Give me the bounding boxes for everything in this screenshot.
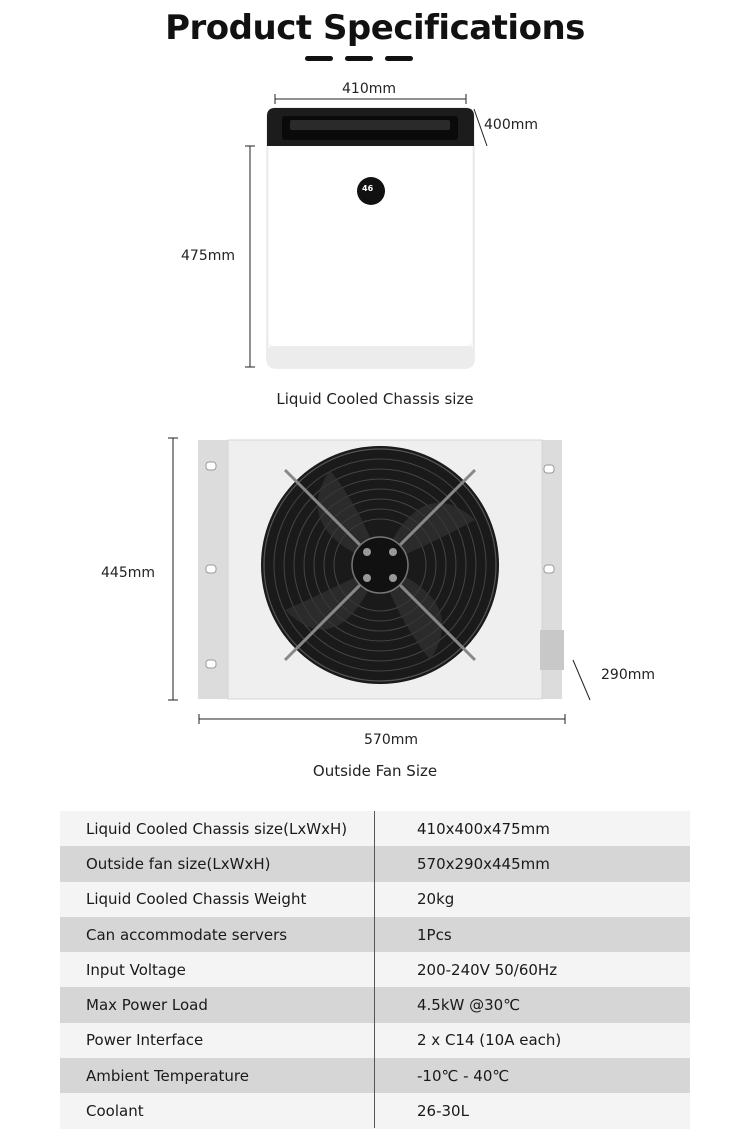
spec-label: Ambient Temperature — [86, 1066, 249, 1085]
table-row — [60, 1023, 690, 1058]
spec-value: 1Pcs — [417, 925, 452, 944]
chassis-height-dimension-line — [245, 146, 255, 367]
outside-fan-image — [198, 440, 564, 699]
table-row — [60, 882, 690, 917]
spec-value: 200-240V 50/60Hz — [417, 960, 558, 979]
page-title: Product Specifications — [165, 8, 585, 48]
spec-value: 570x290x445mm — [417, 854, 550, 873]
spec-label: Liquid Cooled Chassis Weight — [86, 890, 307, 909]
fan-height-label: 445mm — [101, 565, 155, 581]
chassis-depth-label: 400mm — [484, 117, 538, 133]
spec-label: Liquid Cooled Chassis size(LxWxH) — [86, 819, 348, 838]
spec-value: 2 x C14 (10A each) — [417, 1031, 562, 1050]
table-row — [60, 917, 690, 952]
spec-value: 26-30L — [417, 1102, 469, 1121]
fan-caption: Outside Fan Size — [312, 762, 438, 780]
spec-label: Can accommodate servers — [86, 925, 288, 944]
table-row — [60, 1058, 690, 1093]
table-row — [60, 1093, 690, 1128]
chassis-height-label: 475mm — [181, 248, 235, 264]
spec-label: Max Power Load — [86, 996, 208, 1015]
fan-height-dimension-line — [168, 438, 178, 700]
chassis-image — [267, 108, 474, 368]
table-column-divider — [374, 811, 375, 1128]
spec-value: -10℃ - 40℃ — [417, 1066, 510, 1085]
fan-width-label: 570mm — [364, 732, 418, 748]
chassis-caption: Liquid Cooled Chassis size — [276, 390, 474, 408]
spec-label: Outside fan size(LxWxH) — [86, 854, 271, 873]
fan-depth-label: 290mm — [601, 667, 655, 683]
spec-table — [60, 811, 690, 1129]
spec-value: 410x400x475mm — [417, 819, 550, 838]
spec-value: 20kg — [417, 890, 455, 909]
spec-label: Input Voltage — [86, 960, 186, 979]
spec-value: 4.5kW @30℃ — [417, 996, 521, 1015]
chassis-temperature-display: 46 — [362, 184, 374, 193]
fan-depth-dimension-line — [573, 660, 590, 700]
chassis-width-label: 410mm — [342, 81, 396, 97]
table-row — [60, 846, 690, 881]
spec-label: Power Interface — [86, 1031, 204, 1050]
fan-width-dimension-line — [199, 714, 565, 724]
table-row — [60, 987, 690, 1022]
table-row — [60, 811, 690, 846]
table-row — [60, 952, 690, 987]
spec-label: Coolant — [86, 1102, 144, 1121]
